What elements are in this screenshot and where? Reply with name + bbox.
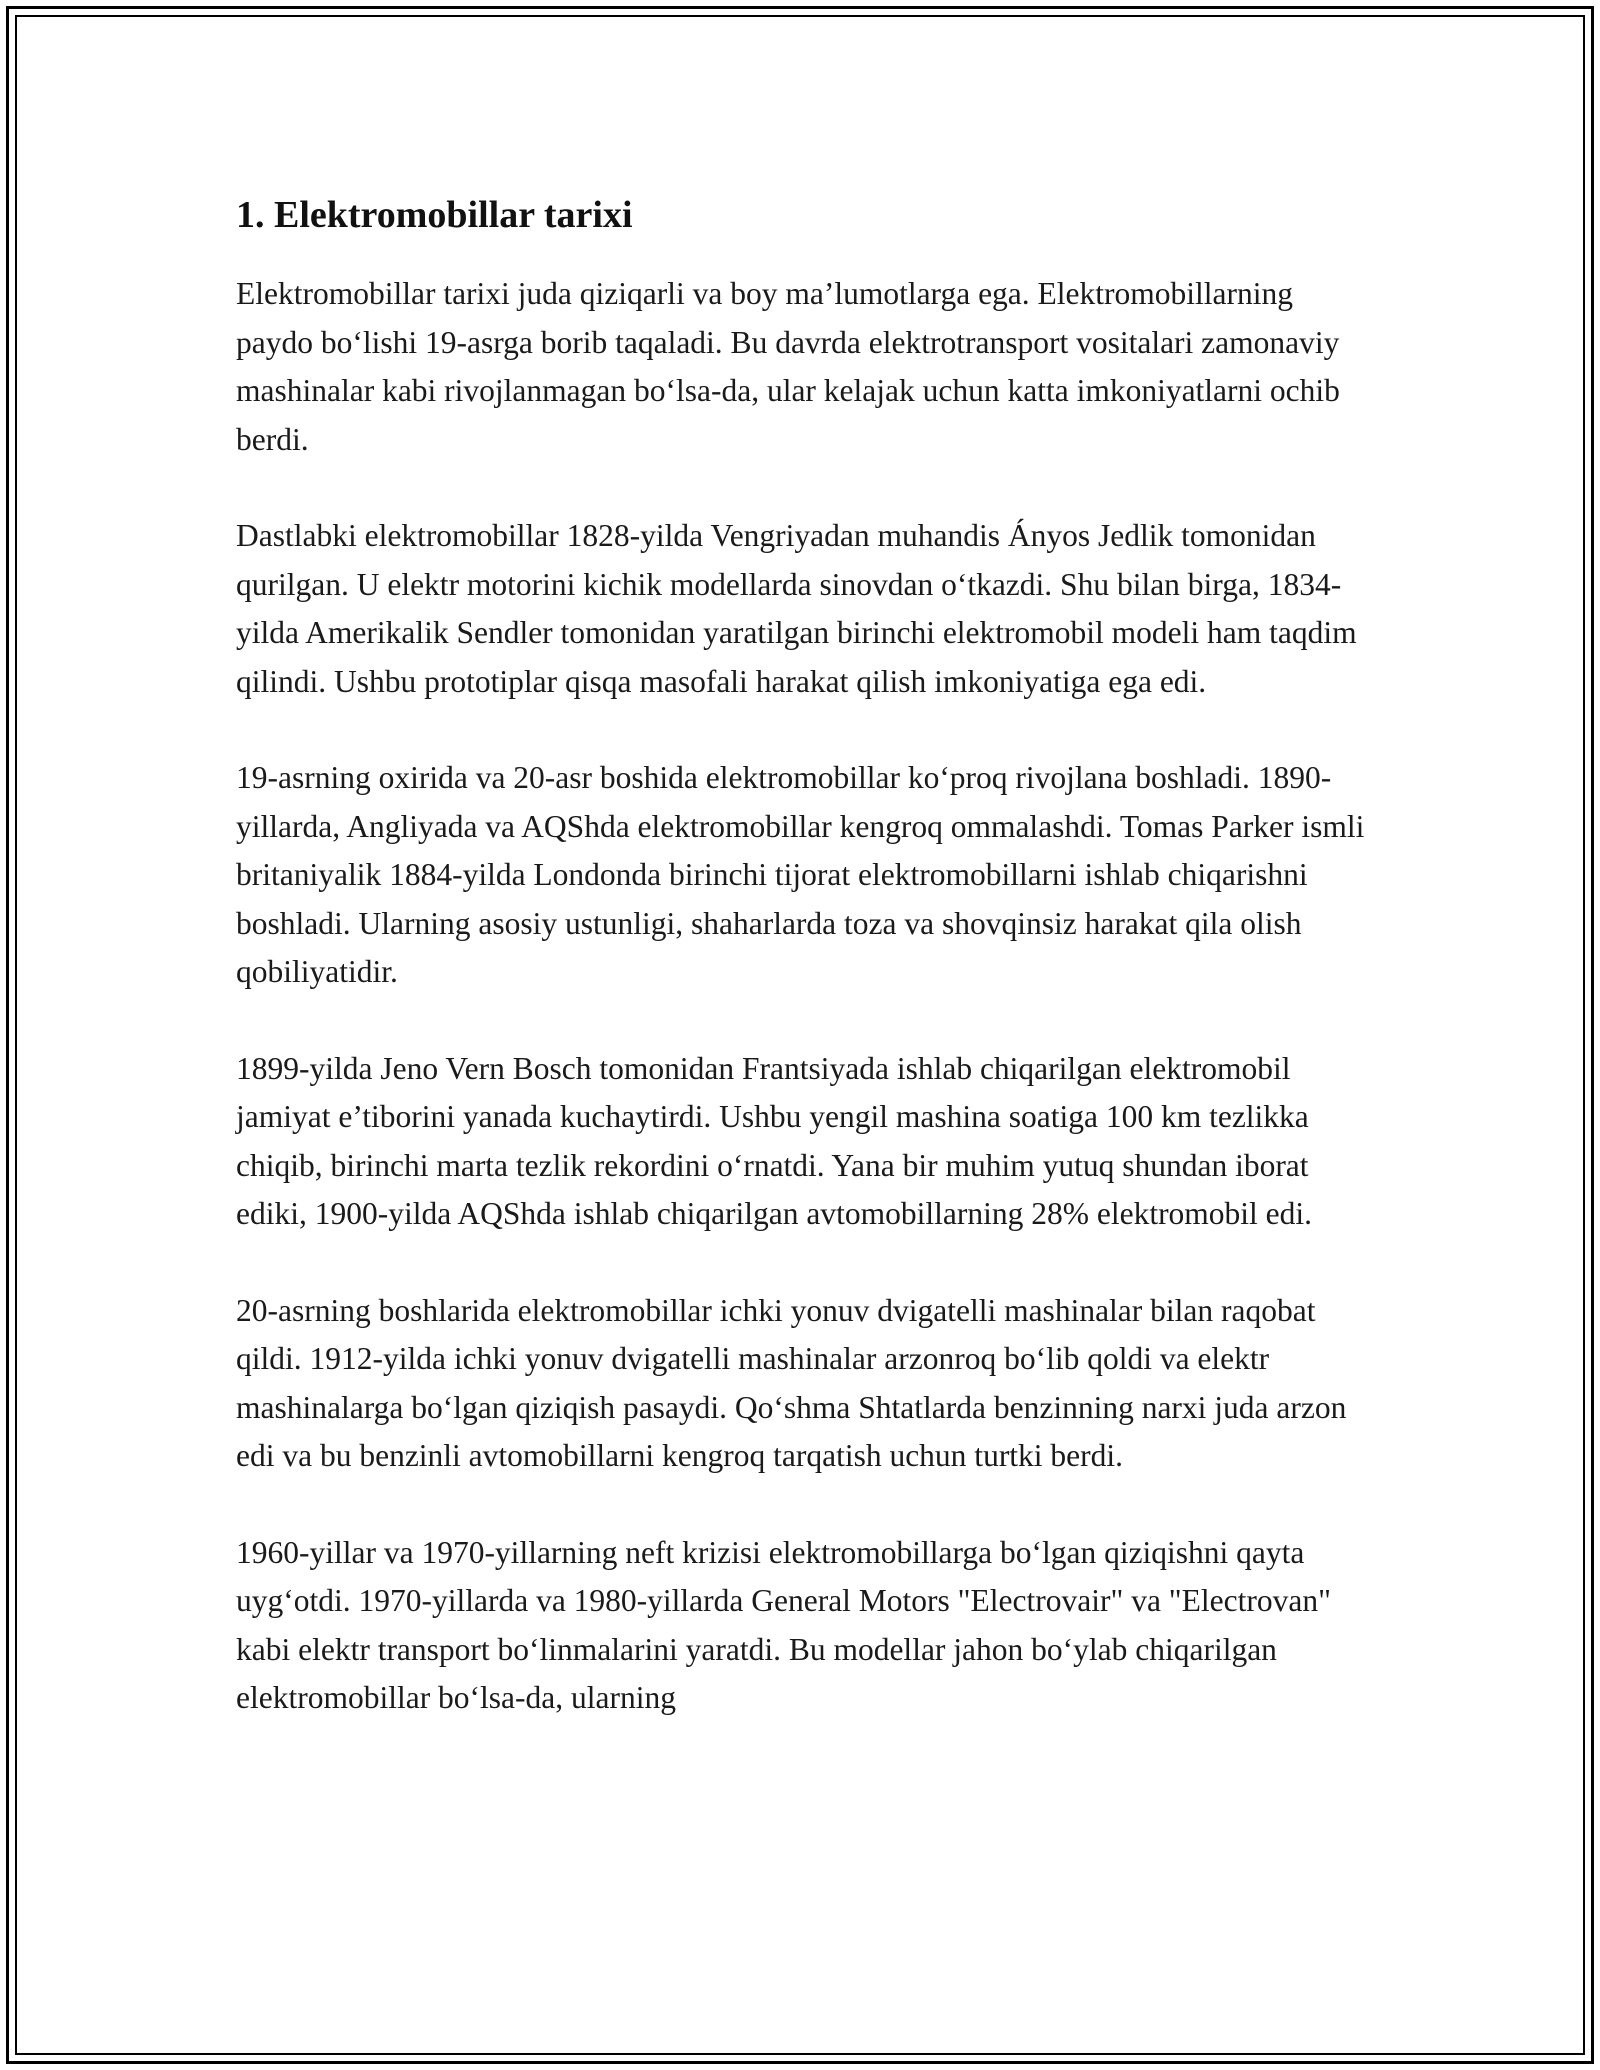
paragraph-4: 1899-yilda Jeno Vern Bosch tomonidan Frantsiyada ishlab chiqarilgan elektromobil jamiyat e’tiborini yanada kuchaytirdi. Ushbu yengil mashina soatiga 100 km tezlikka chiqib, birinchi marta tezlik rekordini o‘rnatdi. Yana bir muhim yutuq shundan iborat ediki, 1900-yilda AQShda ishlab chiqarilgan avtomobillarning 28% elektromobil edi. [236,1050,1313,1231]
document-body [236,188,1376,1771]
paragraph-5: 20-asrning boshlarida elektromobillar ichki yonuv dvigatelli mashinalar bilan raqobat qildi. 1912-yilda ichki yonuv dvigatelli mashinalar arzonroq bo‘lib qoldi va elektr mashinalarga bo‘lgan qiziqish pasaydi. Qo‘shma Shtatlarda benzinning narxi juda arzon edi va bu benzinli avtomobillarni kengroq tarqatish uchun turtki berdi. [236,1292,1347,1473]
paragraph-3: 19-asrning oxirida va 20-asr boshida elektromobillar ko‘proq rivojlana boshladi. 1890-yillarda, Angliyada va AQShda elektromobillar kengroq ommalashdi. Tomas Parker ismli britaniyalik 1884-yilda Londonda birinchi tijorat elektromobillarni ishlab chiqarishni boshladi. Ularning asosiy ustunligi, shaharlarda toza va shovqinsiz harakat qila olish qobiliyatidir. [236,760,1365,989]
section-heading: 1. Elektromobillar tarixi [236,194,633,236]
paragraph-2: Dastlabki elektromobillar 1828-yilda Vengriyadan muhandis Ányos Jedlik tomonidan qurilgan. U elektr motorini kichik modellarda sinovdan o‘tkazdi. Shu bilan birga, 1834-yilda Amerikalik Sendler tomonidan yaratilgan birinchi elektromobil modeli ham taqdim qilindi. Ushbu prototiplar qisqa masofali harakat qilish imkoniyatiga ega edi. [236,518,1357,699]
paragraph-6: 1960-yillar va 1970-yillarning neft krizisi elektromobillarga bo‘lgan qiziqishni qayta uyg‘otdi. 1970-yillarda va 1980-yillarda General Motors "Electrovair" va "Electrovan" kabi elektr transport bo‘linmalarini yaratdi. Bu modellar jahon bo‘ylab chiqarilgan elektromobillar bo‘lsa-da, ularning [236,1534,1331,1715]
paragraph-1: Elektromobillar tarixi juda qiziqarli va boy ma’lumotlarga ega. Elektromobillarning paydo bo‘lishi 19-asrga borib taqaladi. Bu davrda elektrotransport vositalari zamonaviy mashinalar kabi rivojlanmagan bo‘lsa-da, ular kelajak uchun katta imkoniyatlarni ochib berdi. [236,276,1340,457]
